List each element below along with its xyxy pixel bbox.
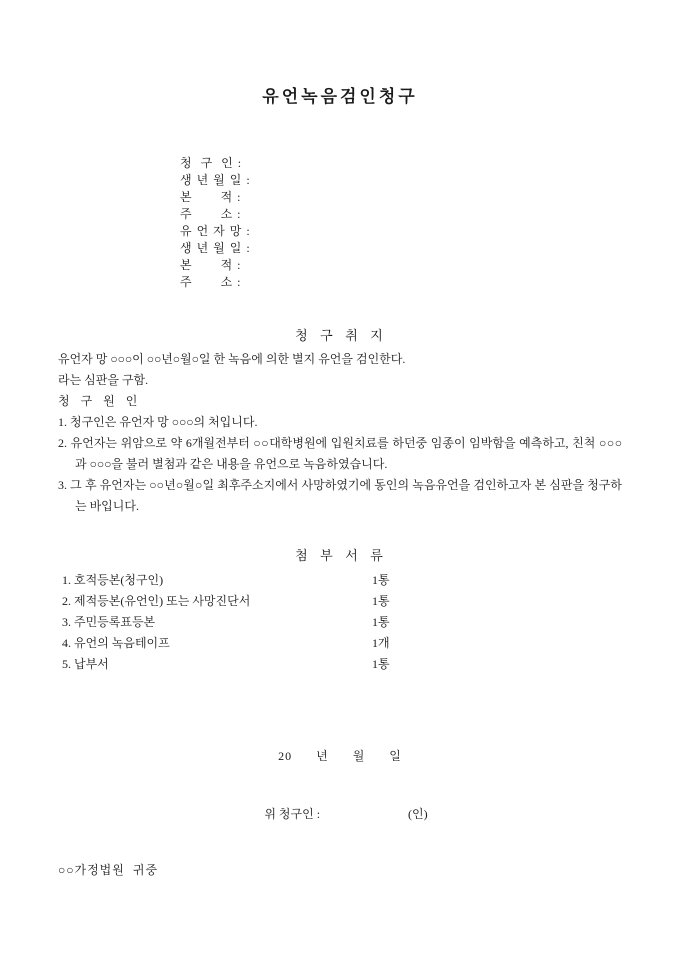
attachments-list [62, 570, 622, 675]
reasons-heading: 청 구 원 인 [58, 394, 142, 408]
field-registered-domicile: 본 적 : [180, 190, 242, 204]
field-birthdate: 생 년 월 일 : [180, 173, 251, 187]
attachment-qty: 1통 [372, 594, 390, 608]
seal-label: (인) [408, 807, 428, 821]
purpose-heading: 청 구 취 지 [295, 328, 385, 343]
reason-item: 2. 유언자는 위암으로 약 6개월전부터 ○○대학병원에 입원치료를 하던중 임종이 임박함을 예측하고, 친척 ○○○과 ○○○을 불러 별첨과 같은 내용을 유언으로 녹음하였습니다. [58, 436, 622, 471]
date-line: 20 년 월 일 [278, 749, 402, 763]
court-line: ○○가정법원 귀중 [58, 863, 159, 877]
field-address: 주 소 : [180, 207, 242, 221]
attachment-row [62, 612, 622, 633]
attachment-qty: 1개 [372, 636, 390, 650]
signer-label: 위 청구인 : [264, 807, 321, 821]
attachment-row [62, 633, 622, 654]
attachment-label: 4. 유언의 녹음테이프 [62, 636, 170, 650]
purpose-body [58, 349, 622, 517]
petitioner-fields-block [180, 155, 680, 291]
attachment-row [62, 570, 622, 591]
field-testator-birthdate: 생 년 월 일 : [180, 241, 251, 255]
purpose-line: 라는 심판을 구함. [58, 373, 149, 387]
document-title: 유언녹음검인청구 [262, 87, 418, 106]
attachment-label: 3. 주민등록표등본 [62, 615, 156, 629]
attachment-qty: 1통 [372, 615, 390, 629]
attachments-heading: 첨 부 서 류 [295, 548, 385, 563]
purpose-line: 유언자 망 ○○○이 ○○년○월○일 한 녹음에 의한 별지 유언을 검인한다. [58, 352, 406, 366]
reason-item: 1. 청구인은 유언자 망 ○○○의 처입니다. [58, 415, 258, 429]
signer-line [0, 790, 680, 837]
attachment-qty: 1통 [372, 573, 390, 587]
attachment-row [62, 654, 622, 675]
attachment-label: 2. 제적등본(유언인) 또는 사망진단서 [62, 594, 251, 608]
field-testator-address: 주 소 : [180, 275, 242, 289]
attachment-qty: 1통 [372, 657, 390, 671]
attachment-label: 1. 호적등본(청구인) [62, 573, 164, 587]
attachment-label: 5. 납부서 [62, 657, 109, 671]
reason-item: 3. 그 후 유언자는 ○○년○월○일 최후주소지에서 사망하였기에 동인의 녹음유언을 검인하고자 본 심판을 청구하는 바입니다. [58, 478, 622, 513]
field-testator-registered-domicile: 본 적 : [180, 258, 242, 272]
field-testator-deceased: 유 언 자 망 : [180, 224, 251, 238]
attachment-row [62, 591, 622, 612]
field-petitioner: 청 구 인 : [180, 156, 243, 170]
